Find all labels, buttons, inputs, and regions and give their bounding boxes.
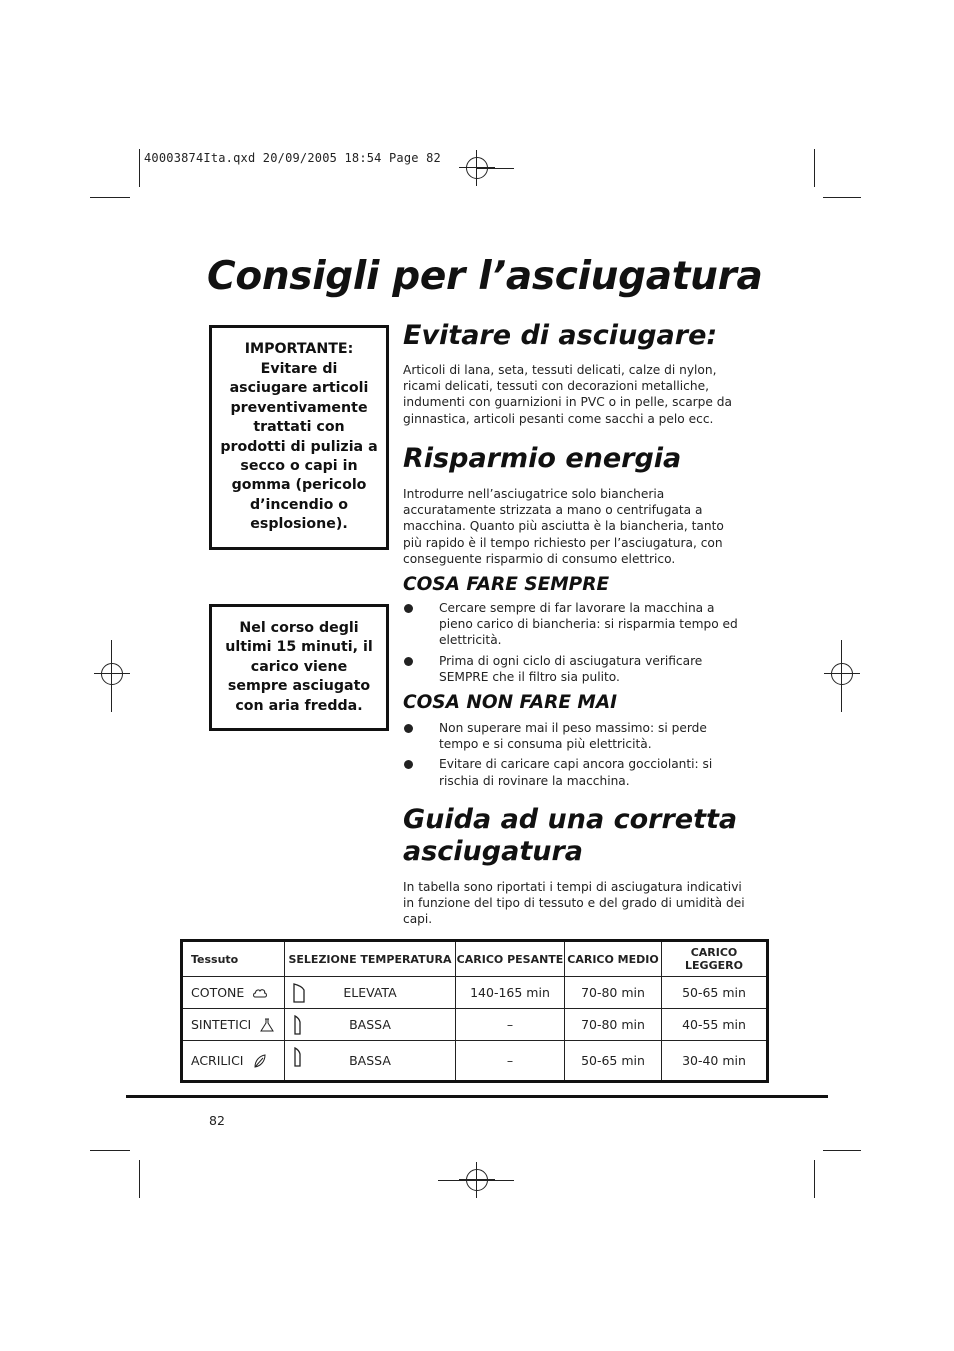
registration-mark-icon	[459, 150, 495, 186]
always-list	[403, 600, 748, 689]
light-load-time: 50-65 min	[662, 977, 768, 1009]
fabric-cell	[182, 977, 285, 1009]
temperature-value: BASSA	[349, 1017, 391, 1032]
column-header: CARICO PESANTE	[456, 941, 565, 977]
bullet-icon	[404, 657, 413, 666]
guide-text: In tabella sono riportati i tempi di asciugatura indicativi in funzione del tipo di tessuto e del grado di umidità dei capi.	[403, 880, 745, 927]
fabric-cell	[182, 1041, 285, 1082]
temperature-cell	[285, 1041, 456, 1082]
temperature-value: ELEVATA	[343, 985, 397, 1000]
fabric-cell	[182, 1009, 285, 1041]
list-item-text: Prima di ogni ciclo di asciugatura verificare SEMPRE che il filtro sia pulito.	[439, 653, 703, 684]
temp-high-icon	[292, 982, 306, 1004]
light-load-time: 30-40 min	[662, 1041, 768, 1082]
medium-load-time: 70-80 min	[565, 1009, 662, 1041]
table-row	[182, 1009, 768, 1041]
fabric-name: COTONE	[191, 985, 245, 1000]
temp-low-icon	[292, 1046, 306, 1068]
crop-mark	[814, 149, 815, 187]
cool-air-box	[209, 604, 389, 731]
table-row	[182, 977, 768, 1009]
important-box	[209, 325, 389, 550]
list-item-text: Non superare mai il peso massimo: si perde tempo e si consuma più elettricità.	[439, 721, 707, 752]
crop-mark	[814, 1160, 815, 1198]
medium-load-time: 70-80 min	[565, 977, 662, 1009]
crop-mark	[90, 1150, 130, 1151]
list-item-text: Evitare di caricare capi ancora gocciolanti: si rischia di rovinare la macchina.	[439, 757, 713, 788]
list-item-text: Cercare sempre di far lavorare la macchina a pieno carico di biancheria: si risparmia tempo ed elettricità.	[439, 601, 738, 648]
fabric-name: SINTETICI	[191, 1017, 252, 1032]
cotton-icon	[252, 986, 268, 1000]
avoid-heading: Evitare di asciugare:	[403, 320, 718, 351]
acrylic-icon	[252, 1054, 268, 1068]
bullet-icon	[404, 760, 413, 769]
bullet-icon	[404, 724, 413, 733]
medium-load-time: 50-65 min	[565, 1041, 662, 1082]
guide-heading	[403, 804, 737, 868]
crop-mark	[841, 640, 842, 712]
list-item	[403, 600, 748, 649]
light-load-time: 40-55 min	[662, 1009, 768, 1041]
registration-mark-icon	[824, 656, 860, 692]
file-slug: 40003874Ita.qxd 20/09/2005 18:54 Page 82	[144, 151, 441, 165]
energy-text: Introdurre nell’asciugatrice solo biancheria accuratamente strizzata a mano o centrifugata a macchina. Quanto più asciutta è la biancheria, tanto più rapido è il tempo richiesto per l’asciugatura, con conseguente risparmio di consumo elettrico.	[403, 487, 724, 566]
temp-low-icon	[292, 1014, 306, 1036]
always-heading: COSA FARE SEMPRE	[403, 574, 610, 595]
registration-mark-icon	[94, 656, 130, 692]
temperature-value: BASSA	[349, 1053, 391, 1068]
column-header: Tessuto	[182, 941, 285, 977]
heavy-load-time: –	[456, 1041, 565, 1082]
crop-mark	[90, 197, 130, 198]
heavy-load-time: –	[456, 1009, 565, 1041]
list-item	[403, 653, 748, 685]
never-heading: COSA NON FARE MAI	[403, 692, 618, 713]
crop-mark	[139, 149, 140, 187]
drying-table	[180, 939, 769, 1083]
table-header-row	[182, 941, 768, 977]
bullet-icon	[404, 604, 413, 613]
column-header: CARICO LEGGERO	[662, 941, 768, 977]
column-header: CARICO MEDIO	[565, 941, 662, 977]
important-text: IMPORTANTE: Evitare di asciugare articoli preventivamente trattati con prodotti di pulizia a secco o capi in gomma (pericolo d’incendio o esplosione).	[220, 341, 378, 533]
crop-mark	[111, 640, 112, 712]
list-item	[403, 756, 748, 788]
crop-mark	[823, 1150, 861, 1151]
guide-heading-line1: Guida ad una corretta	[403, 804, 738, 835]
crop-mark	[139, 1160, 140, 1198]
page-number: 82	[209, 1113, 225, 1128]
list-item	[403, 720, 748, 752]
table-row	[182, 1041, 768, 1082]
fabric-name: ACRILICI	[191, 1053, 244, 1068]
heavy-load-time: 140-165 min	[456, 977, 565, 1009]
temperature-cell	[285, 977, 456, 1009]
never-list	[403, 720, 748, 793]
energy-heading: Risparmio energia	[403, 443, 682, 474]
guide-heading-line2: asciugatura	[403, 836, 583, 867]
registration-mark-icon	[459, 1162, 495, 1198]
synthetic-icon	[259, 1018, 275, 1032]
avoid-text: Articoli di lana, seta, tessuti delicati, calze di nylon, ricami delicati, tessuti con decorazioni metalliche, indumenti con guarnizioni in PVC o in pelle, scarpe da ginnastica, articoli pesanti come sacchi a pelo ecc.	[403, 363, 732, 426]
footer-rule	[126, 1095, 828, 1098]
page-title: Consigli per l’asciugatura	[207, 254, 763, 299]
cool-air-text: Nel corso degli ultimi 15 minuti, il carico viene sempre asciugato con aria fredda.	[225, 619, 373, 714]
column-header: SELEZIONE TEMPERATURA	[285, 941, 456, 977]
crop-mark	[823, 197, 861, 198]
temperature-cell	[285, 1009, 456, 1041]
